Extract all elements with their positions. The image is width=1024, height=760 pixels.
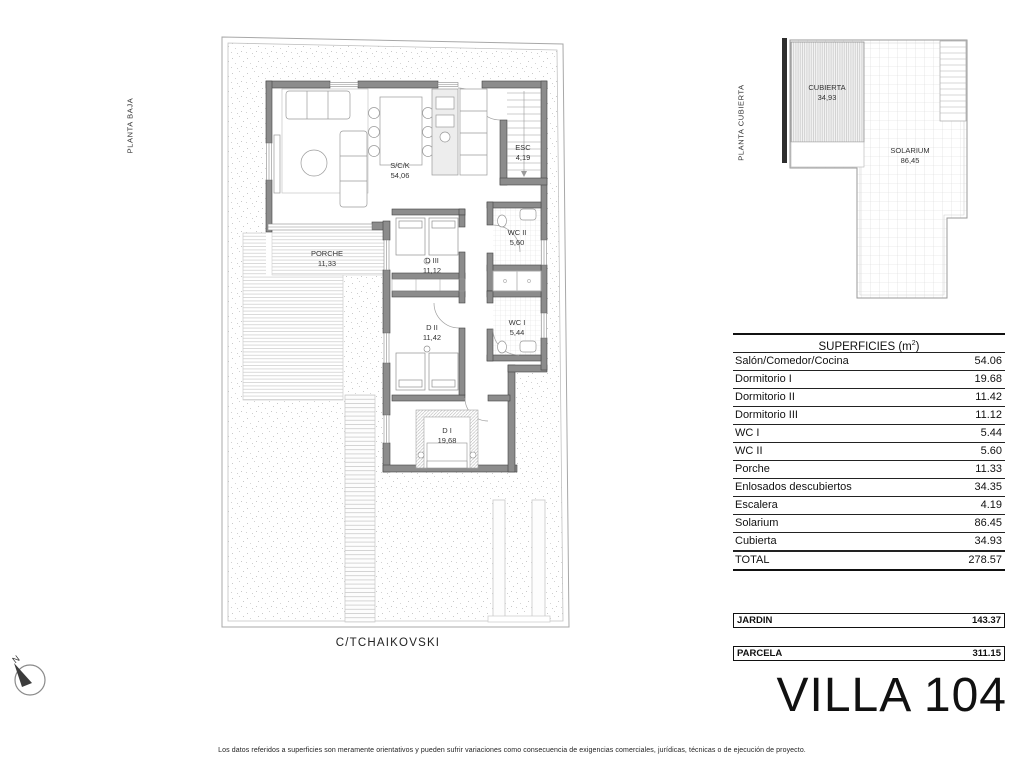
roof-ladder (940, 41, 966, 121)
parcela-value: 311.15 (972, 648, 1001, 659)
disclaimer-text: Los datos referidos a superficies son meramente orientativos y pueden sufrir variaciones como consecuencia de exigencias comerciales, jurídicas, técnicas o de ejecución de proyecto. (218, 747, 806, 754)
table-total-row: TOTAL 278.57 (733, 551, 1005, 569)
room-porche-area: 11,33 (317, 259, 337, 268)
table-row: Solarium 86.45 (733, 515, 1005, 533)
north-letter: N (10, 653, 22, 666)
table-row: Enlosados descubiertos 34.35 (733, 479, 1005, 497)
table-row: WC I 5.44 (733, 425, 1005, 443)
parcela-label: PARCELA (737, 648, 783, 659)
planta-cubierta-title: PLANTA CUBIERTA (736, 84, 746, 161)
room-wc1-area: 5,44 (509, 328, 525, 337)
room-d1-name: D I (442, 426, 452, 435)
table-row: Dormitorio I 19.68 (733, 371, 1005, 389)
parcela-box (733, 646, 1005, 661)
room-sck-name: S/C/K (390, 161, 410, 170)
table-row: Cubierta 34.93 (733, 533, 1005, 551)
room-wc2-area: 5,60 (509, 238, 525, 247)
jardin-value: 143.37 (971, 615, 1001, 626)
surfaces-table (733, 333, 1005, 571)
room-wc1-name: WC I (508, 318, 526, 327)
surfaces-table-header: SUPERFICIES $(m^2)$ (733, 335, 1005, 353)
jardin-label: JARDIN (737, 615, 773, 626)
solarium-name: SOLARIUM (890, 146, 930, 155)
north-arrow (4, 648, 56, 704)
room-esc-area: 4,19 (515, 153, 531, 162)
room-d1-area: 19,68 (437, 436, 457, 445)
room-sck-area: 54,06 (390, 171, 410, 180)
room-d2-area: 11,42 (422, 333, 442, 342)
planta-cubierta-drawing (780, 30, 980, 308)
table-row: Dormitorio III 11.12 (733, 407, 1005, 425)
room-esc-name: ESC (515, 143, 531, 152)
room-d3-name: D III (425, 256, 439, 265)
planta-baja-title: PLANTA BAJA (125, 97, 135, 154)
solarium-area: 86,45 (900, 156, 920, 165)
table-row: WC II 5.60 (733, 443, 1005, 461)
jardin-box (733, 613, 1005, 628)
room-porche-name: PORCHE (310, 249, 344, 258)
planta-baja-drawing (200, 25, 580, 640)
room-d3-area: 11,12 (422, 266, 442, 275)
cubierta-name: CUBIERTA (808, 83, 846, 92)
villa-title: VILLA 104 (776, 669, 1007, 722)
cubierta-area: 34,93 (817, 93, 837, 102)
table-row: Porche 11.33 (733, 461, 1005, 479)
roof-wall-bar (782, 38, 787, 163)
roof-cubierta-area (782, 38, 864, 167)
room-d2-name: D II (426, 323, 438, 332)
room-wc2-name: WC II (507, 228, 527, 237)
table-row: Escalera 4.19 (733, 497, 1005, 515)
table-row: Salón/Comedor/Cocina 54.06 (733, 353, 1005, 371)
table-row: Dormitorio II 11.42 (733, 389, 1005, 407)
street-label: C/TCHAIKOVSKI (335, 637, 441, 649)
